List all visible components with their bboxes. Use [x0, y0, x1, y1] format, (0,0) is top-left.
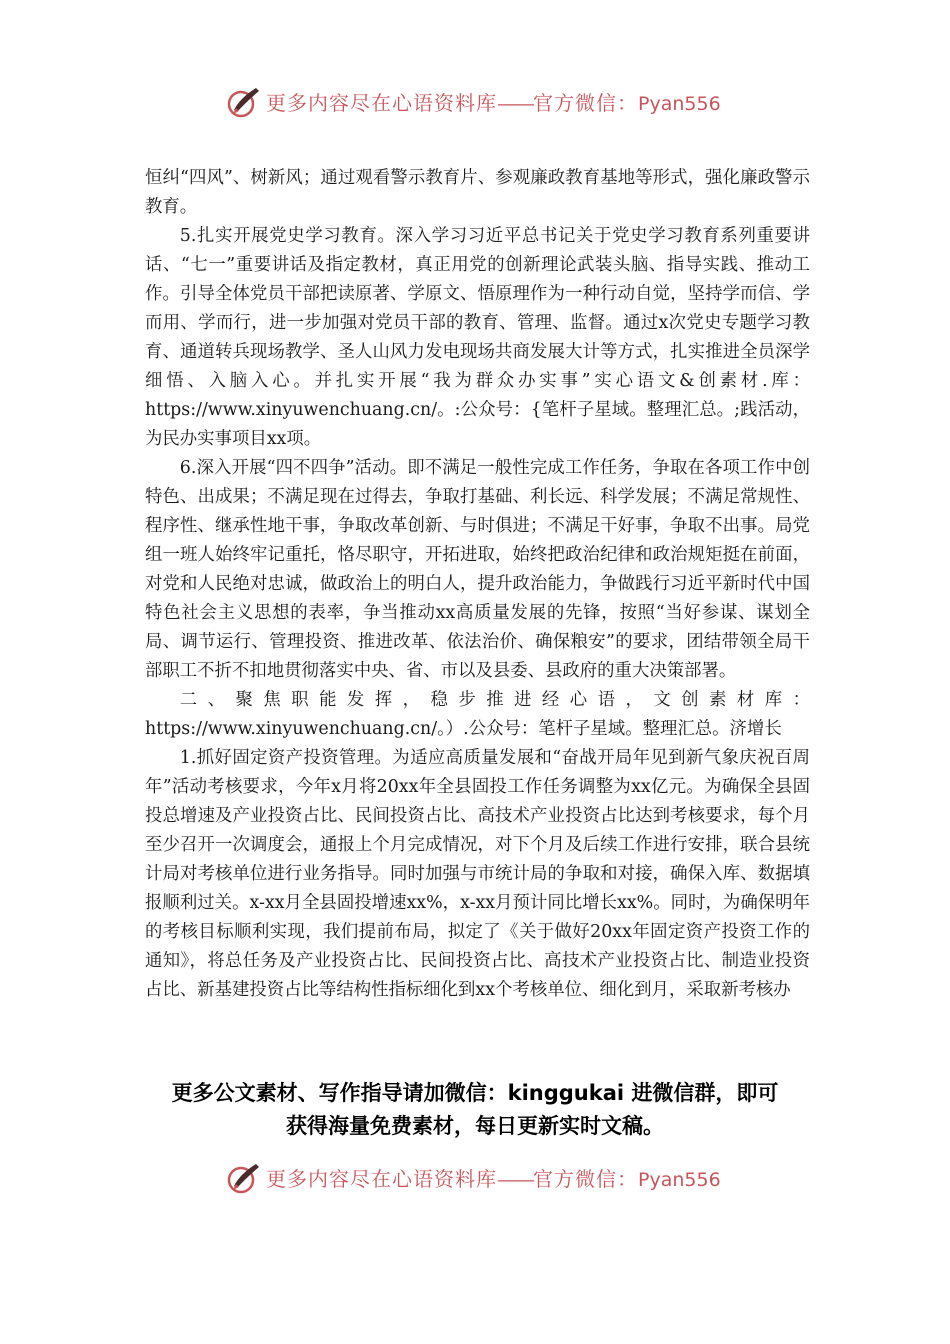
paragraph-four-not-four: 6.深入开展“四不四争”活动。即不满足一般性完成工作任务，争取在各项工作中创特色、出成果；不满足现在过得去，争取打基础、利长远、科学发展；不满足常规性、程序性、继承性地干事，争取改革创新、与时俱进；不满足干好事，争取不出事。局党组一班人始终牢记重托，恪尽职守，开拓进取，始终把政治纪律和政治规矩挺在前面，对党和人民绝对忠诚，做政治上的明白人，提升政治能力，争做践行习近平新时代中国特色社会主义思想的表率，争当推动xx高质量发展的先锋，按照“当好参谋、谋划全局、调节运行、管理投资、推进改革、依法治价、确保粮安”的要求，团结带领全局干部职工不折不扣地贯彻落实中央、省、市以及县委、县政府的重大决策部署。 [145, 458, 810, 681]
promo-line-1: 更多公文素材、写作指导请加微信：kinggukai 进微信群，即可 [171, 1081, 779, 1105]
banner-dash: —— [497, 1167, 533, 1191]
banner-account: Pyan556 [638, 93, 721, 115]
banner-suffix: 官方微信： [533, 1167, 638, 1191]
banner-account: Pyan556 [638, 1169, 721, 1191]
pen-logo-icon [226, 84, 262, 120]
paragraph-continuation: 恒纠“四风”、树新风；通过观看警示教育片、参观廉政教育基地等形式，强化廉政警示教育。 [145, 168, 810, 217]
footer-banner [0, 1158, 950, 1198]
banner-suffix: 官方微信： [533, 91, 638, 115]
header-banner [0, 82, 950, 122]
document-body [145, 164, 810, 1005]
paragraph-party-history: 5.扎实开展党史学习教育。深入学习习近平总书记关于党史学习教育系列重要讲话、“七一”重要讲话及指定教材，真正用党的创新理论武装头脑、指导实践、推动工作。引导全体党员干部把读原著、学原文、悟原理作为一种行动自觉，坚持学而信、学而用、学而行，进一步加强对党员干部的教育、管理、监督。通过x次党史专题学习教育、通道转兵现场教学、圣人山风力发电现场共商发展大计等方式，扎实推进全员深学细悟、入脑入心。并扎实开展“我为群众办实事”实心语文&创素材.库：https://www.xinyuwenchuang.cn/。:公众号：{笔杆子星域。整理汇总。;践活动，为民办实事项目xx项。 [145, 226, 810, 449]
section-heading-two: 二、聚焦职能发挥，稳步推进经心语，文创素材库：https://www.xinyuwenchuang.cn/。）.公众号：笔杆子星域。整理汇总。济增长 [145, 690, 810, 739]
banner-text: 更多内容尽在心语资料库 [266, 1167, 497, 1191]
promo-line-2: 获得海量免费素材，每日更新实时文稿。 [286, 1114, 664, 1138]
pen-logo-icon [226, 1160, 262, 1196]
banner-text: 更多内容尽在心语资料库 [266, 91, 497, 115]
paragraph-fixed-asset: 1.抓好固定资产投资管理。为适应高质量发展和“奋战开局年见到新气象庆祝百周年”活动考核要求，今年x月将20xx年全县固投工作任务调整为xx亿元。为确保全县固投总增速及产业投资占比、民间投资占比、高技术产业投资占比达到考核要求，每个月至少召开一次调度会，通报上个月完成情况，对下个月及后续工作进行安排，联合县统计局对考核单位进行业务指导。同时加强与市统计局的争取和对接，确保入库、数据填报顺利过关。x-xx月全县固投增速xx%，x-xx月预计同比增长xx%。同时，为确保明年的考核目标顺利实现，我们提前布局，拟定了《关于做好20xx年固定资产投资工作的通知》，将总任务及产业投资占比、民间投资占比、高技术产业投资占比、制造业投资占比、新基建投资占比等结构性指标细化到xx个考核单位、细化到月，采取新考核办 [145, 748, 810, 1000]
promo-notice [130, 1077, 820, 1143]
banner-dash: —— [497, 91, 533, 115]
